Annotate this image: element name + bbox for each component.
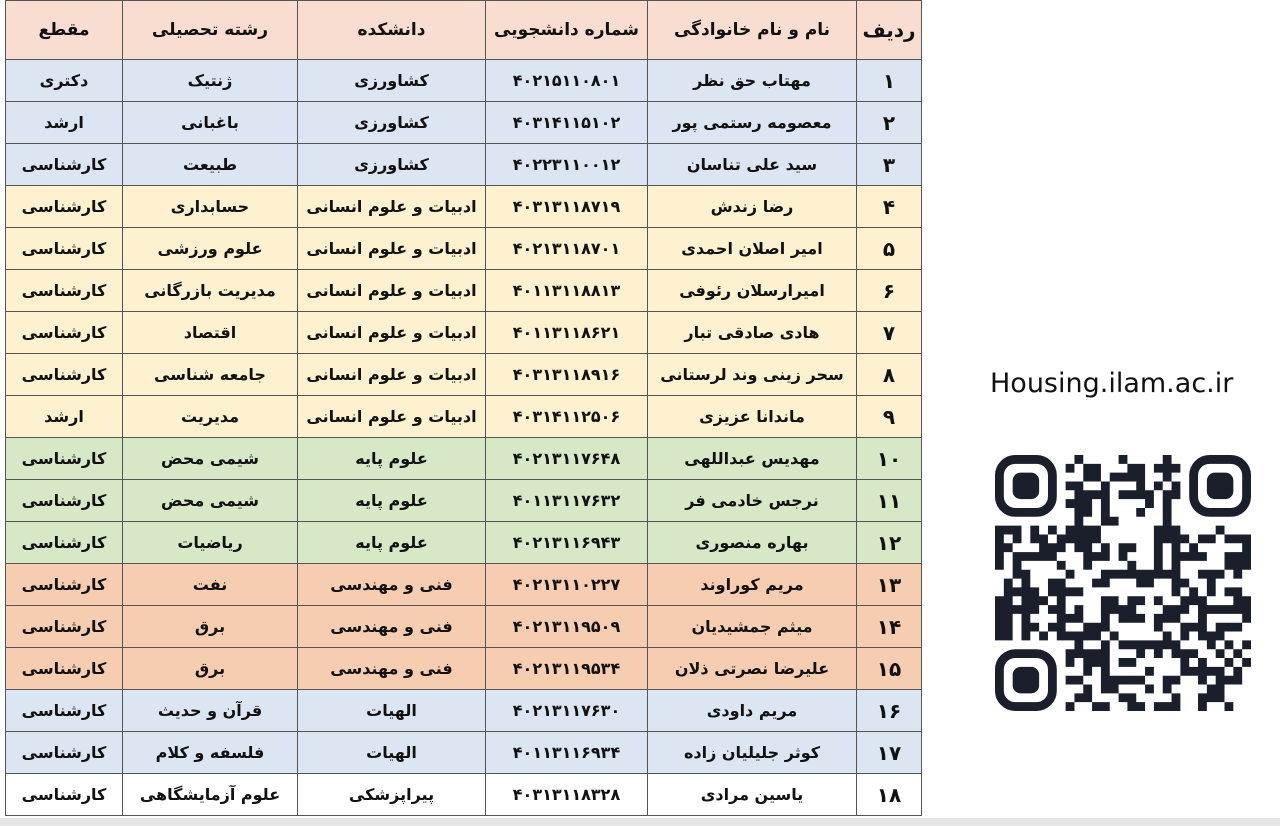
- cell-degree: کارشناسی: [6, 648, 123, 690]
- cell-major: باغبانی: [123, 102, 298, 144]
- cell-faculty: ادبیات و علوم انسانی: [298, 396, 486, 438]
- cell-row-number: ۱۴: [857, 606, 922, 648]
- cell-faculty: کشاورزی: [298, 144, 486, 186]
- cell-degree: کارشناسی: [6, 354, 123, 396]
- table-row: [6, 732, 922, 774]
- header-degree: مقطع: [6, 1, 123, 60]
- cell-student-id: ۴۰۱۱۳۱۱۶۹۳۴: [486, 732, 648, 774]
- cell-student-id: ۴۰۳۱۴۱۱۲۵۰۶: [486, 396, 648, 438]
- table-row: [6, 270, 922, 312]
- cell-row-number: ۱۲: [857, 522, 922, 564]
- table-row: [6, 648, 922, 690]
- cell-faculty: کشاورزی: [298, 60, 486, 102]
- cell-major: حسابداری: [123, 186, 298, 228]
- cell-degree: کارشناسی: [6, 312, 123, 354]
- cell-row-number: ۱۶: [857, 690, 922, 732]
- cell-degree: کارشناسی: [6, 228, 123, 270]
- table-row: [6, 480, 922, 522]
- cell-major: نفت: [123, 564, 298, 606]
- cell-name: نرجس خادمی فر: [648, 480, 857, 522]
- cell-major: فلسفه و کلام: [123, 732, 298, 774]
- cell-row-number: ۲: [857, 102, 922, 144]
- cell-name: مهتاب حق نظر: [648, 60, 857, 102]
- cell-major: شیمی محض: [123, 438, 298, 480]
- cell-degree: کارشناسی: [6, 144, 123, 186]
- table-row: [6, 690, 922, 732]
- cell-degree: کارشناسی: [6, 186, 123, 228]
- cell-degree: کارشناسی: [6, 606, 123, 648]
- table-row: [6, 438, 922, 480]
- cell-student-id: ۴۰۳۱۳۱۱۸۹۱۶: [486, 354, 648, 396]
- cell-student-id: ۴۰۲۱۳۱۱۹۵۳۴: [486, 648, 648, 690]
- cell-major: قرآن و حدیث: [123, 690, 298, 732]
- cell-degree: کارشناسی: [6, 564, 123, 606]
- cell-major: اقتصاد: [123, 312, 298, 354]
- cell-degree: ارشد: [6, 396, 123, 438]
- table-row: [6, 354, 922, 396]
- cell-row-number: ۱۱: [857, 480, 922, 522]
- cell-major: علوم ورزشی: [123, 228, 298, 270]
- table-row: [6, 144, 922, 186]
- cell-name: مهدیس عبداللهی: [648, 438, 857, 480]
- cell-major: طبیعت: [123, 144, 298, 186]
- cell-student-id: ۴۰۲۲۳۱۱۰۰۱۲: [486, 144, 648, 186]
- cell-faculty: فنی و مهندسی: [298, 648, 486, 690]
- cell-row-number: ۱۳: [857, 564, 922, 606]
- cell-faculty: ادبیات و علوم انسانی: [298, 186, 486, 228]
- students-table: [5, 0, 922, 816]
- cell-faculty: فنی و مهندسی: [298, 564, 486, 606]
- cell-name: مریم کوراوند: [648, 564, 857, 606]
- cell-row-number: ۶: [857, 270, 922, 312]
- cell-name: علیرضا نصرتی ذلان: [648, 648, 857, 690]
- cell-degree: دکتری: [6, 60, 123, 102]
- table-row: [6, 522, 922, 564]
- bottom-divider: [0, 818, 1280, 826]
- qr-code-icon: [995, 455, 1251, 711]
- header-name: نام و نام خانوادگی: [648, 1, 857, 60]
- cell-student-id: ۴۰۲۱۳۱۱۷۶۴۸: [486, 438, 648, 480]
- cell-faculty: ادبیات و علوم انسانی: [298, 228, 486, 270]
- cell-row-number: ۱۰: [857, 438, 922, 480]
- table-row: [6, 228, 922, 270]
- cell-degree: کارشناسی: [6, 774, 123, 816]
- cell-student-id: ۴۰۳۱۴۱۱۵۱۰۲: [486, 102, 648, 144]
- cell-degree: کارشناسی: [6, 732, 123, 774]
- cell-faculty: کشاورزی: [298, 102, 486, 144]
- header-faculty: دانشکده: [298, 1, 486, 60]
- cell-major: برق: [123, 648, 298, 690]
- cell-major: برق: [123, 606, 298, 648]
- cell-name: سحر زینی وند لرستانی: [648, 354, 857, 396]
- cell-major: مدیریت بازرگانی: [123, 270, 298, 312]
- cell-degree: کارشناسی: [6, 522, 123, 564]
- cell-degree: کارشناسی: [6, 438, 123, 480]
- cell-name: امیرارسلان رئوفی: [648, 270, 857, 312]
- cell-name: هادی صادقی تبار: [648, 312, 857, 354]
- cell-student-id: ۴۰۱۱۳۱۱۸۶۲۱: [486, 312, 648, 354]
- cell-student-id: ۴۰۳۱۳۱۱۸۳۲۸: [486, 774, 648, 816]
- website-url[interactable]: Housing.ilam.ac.ir: [990, 368, 1234, 399]
- header-student-id: شماره دانشجویی: [486, 1, 648, 60]
- cell-faculty: علوم پایه: [298, 438, 486, 480]
- table-row: [6, 186, 922, 228]
- cell-student-id: ۴۰۲۱۳۱۱۰۲۲۷: [486, 564, 648, 606]
- cell-name: کوثر جلیلیان زاده: [648, 732, 857, 774]
- table-row: [6, 774, 922, 816]
- cell-major: جامعه شناسی: [123, 354, 298, 396]
- cell-faculty: الهیات: [298, 732, 486, 774]
- cell-row-number: ۱۵: [857, 648, 922, 690]
- cell-name: ماندانا عزیزی: [648, 396, 857, 438]
- cell-major: شیمی محض: [123, 480, 298, 522]
- table-row: [6, 312, 922, 354]
- cell-major: ژنتیک: [123, 60, 298, 102]
- table-row: [6, 102, 922, 144]
- cell-student-id: ۴۰۲۱۳۱۱۹۵۰۹: [486, 606, 648, 648]
- cell-faculty: الهیات: [298, 690, 486, 732]
- header-major: رشته تحصیلی: [123, 1, 298, 60]
- cell-student-id: ۴۰۲۱۳۱۱۸۷۰۱: [486, 228, 648, 270]
- cell-row-number: ۳: [857, 144, 922, 186]
- cell-name: مریم داودی: [648, 690, 857, 732]
- table-header: [6, 1, 922, 60]
- cell-faculty: علوم پایه: [298, 480, 486, 522]
- table-row: [6, 564, 922, 606]
- cell-faculty: ادبیات و علوم انسانی: [298, 312, 486, 354]
- cell-student-id: ۴۰۲۱۳۱۱۶۹۴۳: [486, 522, 648, 564]
- table-row: [6, 60, 922, 102]
- cell-row-number: ۷: [857, 312, 922, 354]
- cell-faculty: فنی و مهندسی: [298, 606, 486, 648]
- cell-major: مدیریت: [123, 396, 298, 438]
- cell-row-number: ۸: [857, 354, 922, 396]
- cell-name: یاسین مرادی: [648, 774, 857, 816]
- cell-name: بهاره منصوری: [648, 522, 857, 564]
- cell-degree: کارشناسی: [6, 480, 123, 522]
- cell-degree: ارشد: [6, 102, 123, 144]
- cell-faculty: پیراپزشکی: [298, 774, 486, 816]
- cell-row-number: ۹: [857, 396, 922, 438]
- cell-student-id: ۴۰۳۱۳۱۱۸۷۱۹: [486, 186, 648, 228]
- cell-major: علوم آزمایشگاهی: [123, 774, 298, 816]
- cell-name: رضا زندش: [648, 186, 857, 228]
- cell-name: سید علی تناسان: [648, 144, 857, 186]
- cell-student-id: ۴۰۱۱۳۱۱۷۶۳۲: [486, 480, 648, 522]
- cell-row-number: ۱۸: [857, 774, 922, 816]
- table-row: [6, 396, 922, 438]
- cell-name: امیر اصلان احمدی: [648, 228, 857, 270]
- cell-row-number: ۱: [857, 60, 922, 102]
- header-row-number: ردیف: [857, 1, 922, 60]
- cell-row-number: ۴: [857, 186, 922, 228]
- cell-name: میثم جمشیدیان: [648, 606, 857, 648]
- cell-row-number: ۱۷: [857, 732, 922, 774]
- table-row: [6, 606, 922, 648]
- cell-student-id: ۴۰۲۱۵۱۱۰۸۰۱: [486, 60, 648, 102]
- cell-degree: کارشناسی: [6, 690, 123, 732]
- cell-student-id: ۴۰۲۱۳۱۱۷۶۳۰: [486, 690, 648, 732]
- cell-name: معصومه رستمی پور: [648, 102, 857, 144]
- cell-faculty: علوم پایه: [298, 522, 486, 564]
- cell-degree: کارشناسی: [6, 270, 123, 312]
- cell-student-id: ۴۰۱۱۳۱۱۸۸۱۳: [486, 270, 648, 312]
- cell-faculty: ادبیات و علوم انسانی: [298, 354, 486, 396]
- cell-faculty: ادبیات و علوم انسانی: [298, 270, 486, 312]
- cell-row-number: ۵: [857, 228, 922, 270]
- cell-major: ریاضیات: [123, 522, 298, 564]
